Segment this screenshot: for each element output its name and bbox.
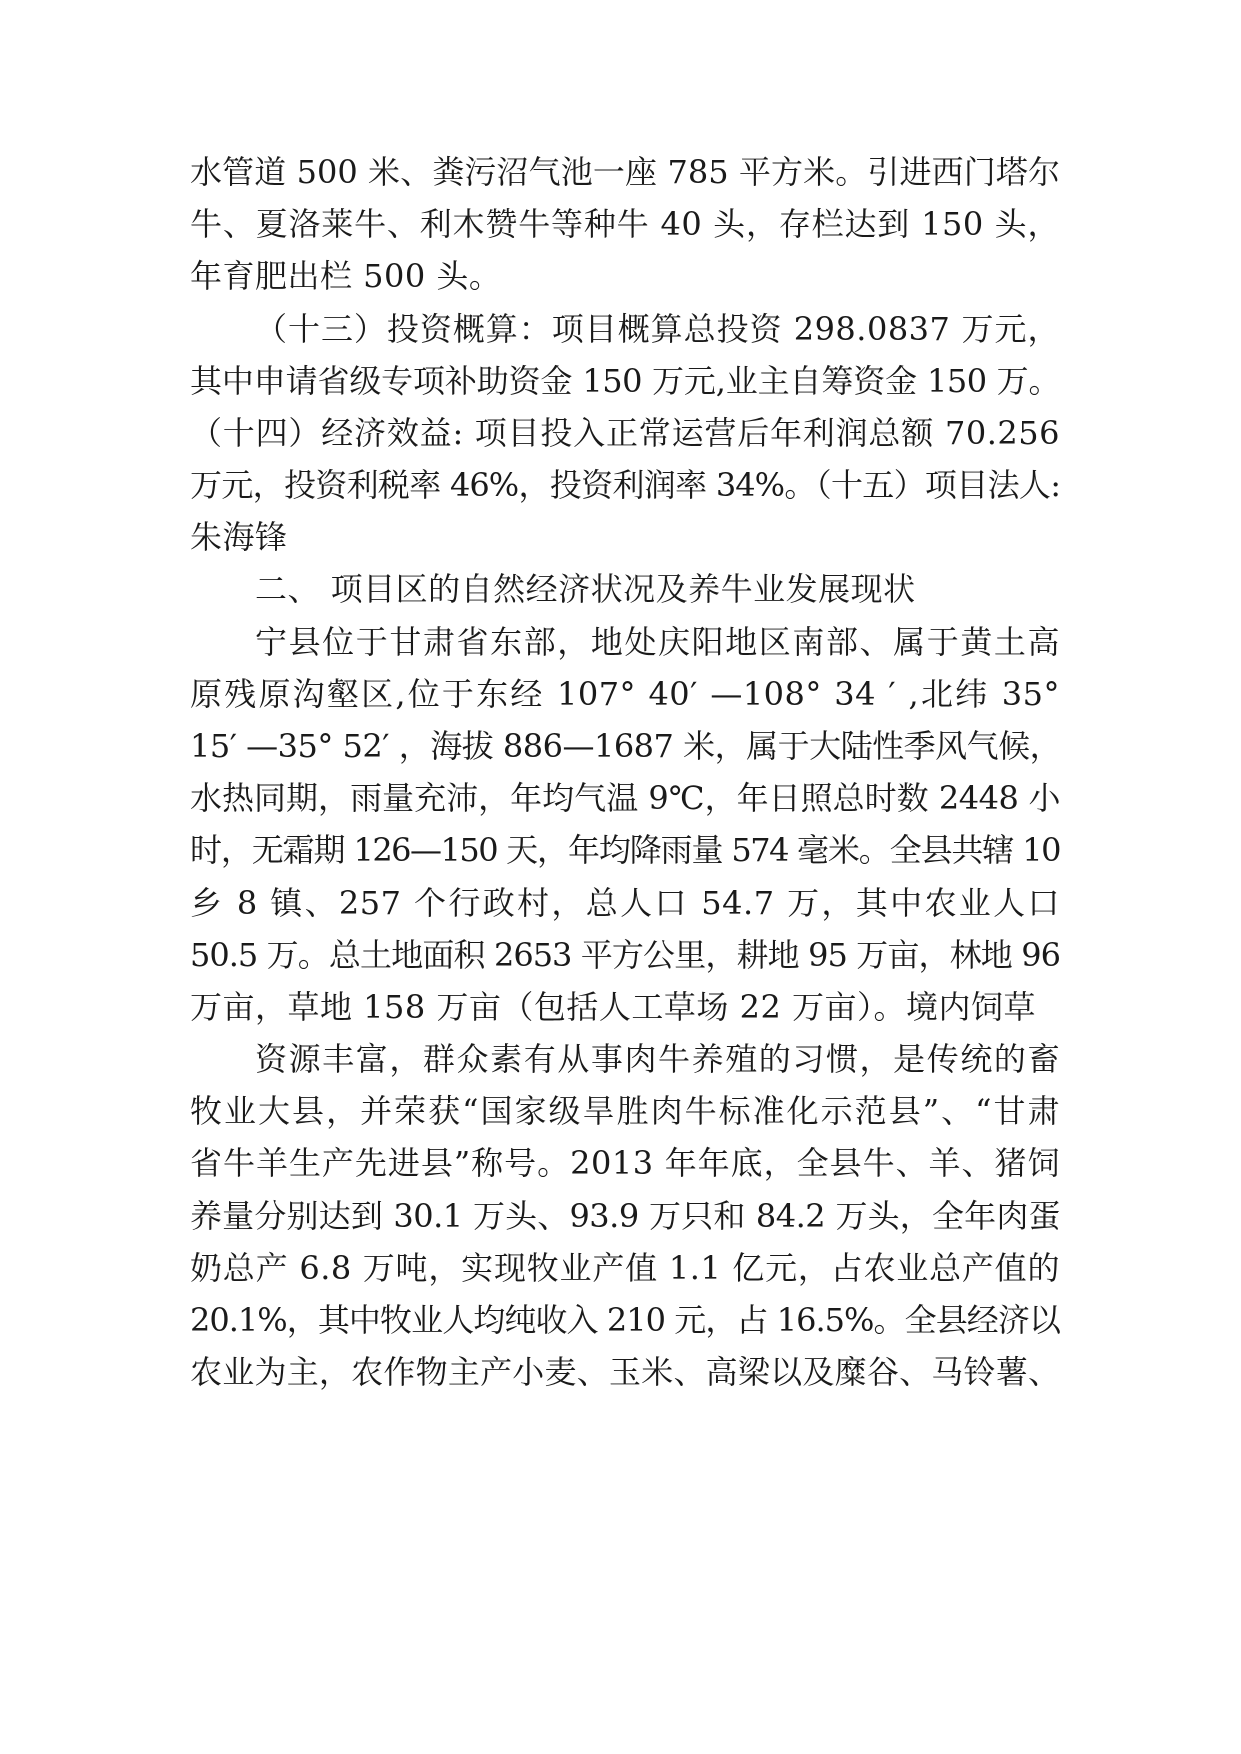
- text-line: 15′ —35° 52′ ，海拔 886—1687 米，属于大陆性季风气候，: [190, 727, 1062, 765]
- text-line: 牛、夏洛莱牛、利木赞牛等种牛 40 头，存栏达到 150 头，: [190, 205, 1060, 243]
- text-line: 年育肥出栏 500 头。: [190, 257, 502, 295]
- text-line: 宁县位于甘肃省东部，地处庆阳地区南部、属于黄土高: [255, 623, 1060, 661]
- text-line: 时，无霜期 126—150 天，年均降雨量 574 毫米。全县共辖 10: [190, 831, 1060, 869]
- text-line: 原残原沟壑区,位于东经 107° 40′ —108° 34 ′ ,北纬 35°: [190, 675, 1060, 713]
- text-line: （十四）经济效益: 项目投入正常运营后年利润总额 70.256: [190, 414, 1060, 452]
- text-line: 奶总产 6.8 万吨，实现牧业产值 1.1 亿元，占农业总产值的: [190, 1249, 1060, 1287]
- text-line: 资源丰富，群众素有从事肉牛养殖的习惯，是传统的畜: [255, 1040, 1060, 1078]
- text-line: 乡 8 镇、257 个行政村，总人口 54.7 万，其中农业人口: [190, 884, 1060, 922]
- text-line: 农业为主，农作物主产小麦、玉米、高梁以及糜谷、马铃薯、: [190, 1353, 1060, 1391]
- text-line: 省牛羊生产先进县”称号。2013 年年底，全县牛、羊、猪饲: [190, 1144, 1060, 1182]
- text-line: 水热同期，雨量充沛，年均气温 9℃，年日照总时数 2448 小: [190, 779, 1060, 817]
- text-line: 水管道 500 米、粪污沼气池一座 785 平方米。引进西门塔尔: [190, 153, 1060, 191]
- section-heading: 二、 项目区的自然经济状况及养牛业发展现状: [255, 570, 916, 608]
- text-line: 养量分别达到 30.1 万头、93.9 万只和 84.2 万头，全年肉蛋: [190, 1197, 1060, 1235]
- text-line: 朱海锋: [190, 518, 288, 556]
- text-line: 牧业大县，并荣获“国家级旱胜肉牛标准化示范县”、“甘肃: [190, 1092, 1060, 1130]
- text-line: （十三）投资概算：项目概算总投资 298.0837 万元，: [255, 310, 1060, 348]
- text-line: 万亩，草地 158 万亩（包括人工草场 22 万亩）。境内饲草: [190, 988, 1036, 1026]
- text-line: 20.1%，其中牧业人均纯收入 210 元，占 16.5%。全县经济以: [190, 1301, 1060, 1339]
- text-line: 50.5 万。总土地面积 2653 平方公里，耕地 95 万亩，林地 96: [190, 936, 1060, 974]
- text-line: 万元，投资利税率 46%，投资利润率 34%。（十五）项目法人:: [190, 466, 1060, 504]
- text-line: 其中申请省级专项补助资金 150 万元,业主自筹资金 150 万。: [190, 362, 1060, 400]
